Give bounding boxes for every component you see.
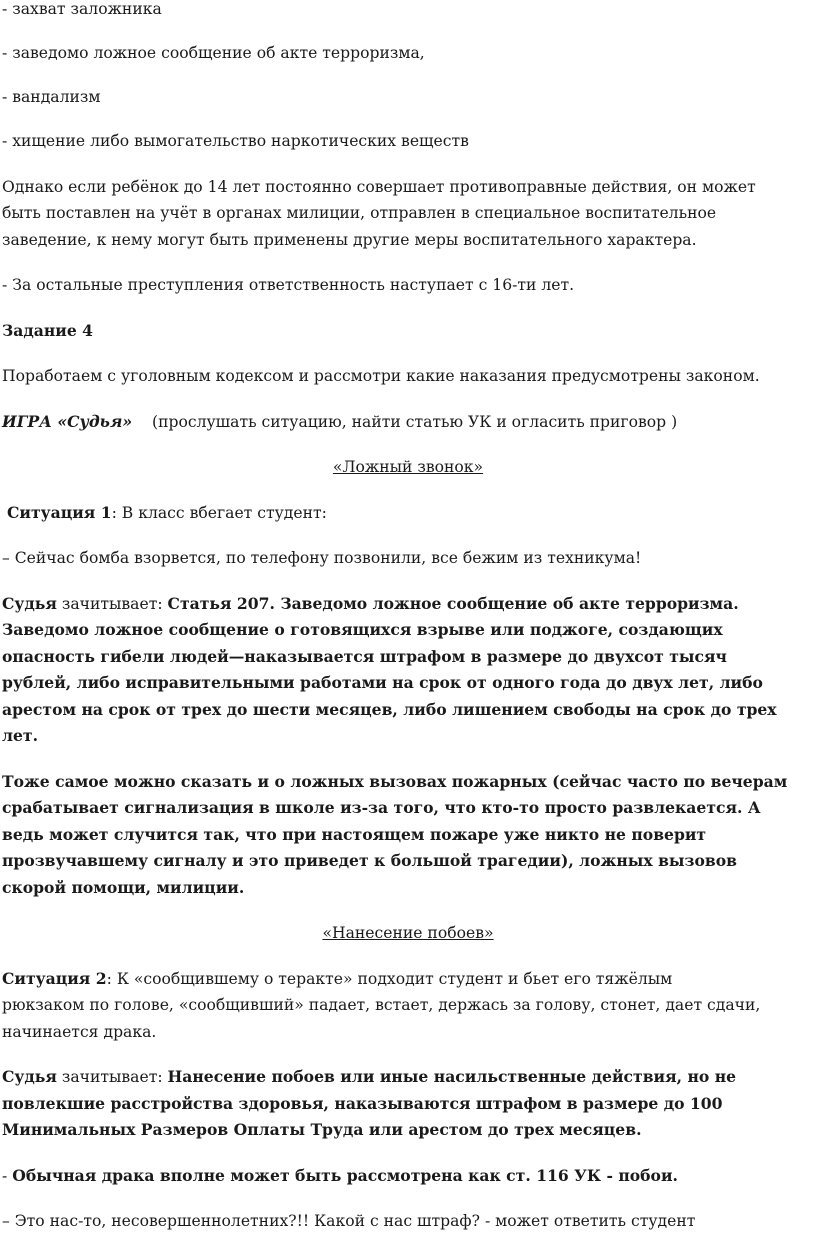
game-description: (прослушать ситуацию, найти статью УК и огласить приговор )	[152, 412, 678, 431]
judge-label: Судья	[2, 593, 57, 613]
text-line: быть поставлен на учёт в органах милиции, отправлен в специальное воспитательное	[2, 204, 717, 222]
article-line: рублей, либо исправительными работами на срок от одного года до двух лет, либо	[2, 673, 763, 692]
situation-text: : В класс вбегает студент:	[111, 503, 327, 522]
game-title: ИГРА «Судья»	[2, 411, 133, 431]
situation-text: : К «сообщившему о теракте» подходит студент и бьет его тяжёлым	[106, 969, 673, 988]
list-item: - хищение либо вымогательство наркотических веществ	[2, 132, 469, 150]
judge-verb: зачитывает:	[56, 594, 168, 613]
text-line: заведение, к нему могут быть применены другие меры воспитательного характера.	[2, 230, 697, 249]
task-heading: Задание 4	[2, 320, 94, 340]
judge-article-116	[2, 1064, 814, 1144]
judge-label: Судья	[2, 1067, 57, 1086]
article-line: опасность гибели людей—наказывается штрафом в размере до двухсот тысяч	[2, 646, 727, 666]
judge-verb: зачитывает:	[56, 1068, 168, 1086]
list-item: - захват заложника	[2, 0, 162, 18]
judge-article-207	[2, 591, 814, 750]
note-line: срабатывает сигнализация в школе из-за того, что кто-то просто развлекается. А	[2, 798, 761, 817]
note-line: прозвучавшему сигналу и это приведет к большой трагедии), ложных вызовов	[2, 851, 737, 870]
article-line: повлекшие расстройства здоровья, наказываются штрафом в размере до 100	[2, 1093, 723, 1113]
section-title-false-call: «Ложный звонок»	[332, 458, 484, 476]
situation-2	[2, 966, 814, 1046]
article-line: лет.	[2, 726, 39, 745]
false-alarm-note	[2, 769, 814, 902]
paragraph-minors-registration	[2, 174, 814, 254]
fight-text: Обычная драка вполне может быть рассмотрена как ст. 116 УК - побои.	[12, 1165, 678, 1185]
task-text: Поработаем с уголовным кодексом и рассмотри какие наказания предусмотрены законом.	[2, 367, 760, 385]
section-title-assault: «Нанесение побоев»	[322, 924, 494, 942]
student-quote: – Сейчас бомба взорвется, по телефону позвонили, все бежим из техникума!	[2, 549, 642, 567]
text-line: Однако если ребёнок до 14 лет постоянно совершает противоправные действия, он может	[2, 177, 756, 196]
fight-prefix: -	[2, 1166, 13, 1185]
game-line	[2, 409, 814, 436]
article-line: арестом на срок от трех до шести месяцев, либо лишением свободы на срок до трех	[2, 699, 777, 719]
article-line: Нанесение побоев или иные насильственные действия, но не	[167, 1067, 737, 1086]
document-page	[2, 0, 814, 1235]
note-line: ведь может случится так, что при настоящем пожаре уже никто не поверит	[2, 824, 707, 844]
article-line: Минимальных Размеров Оплаты Труда или арестом до трех месяцев.	[2, 1120, 642, 1139]
situation-text: начинается драка.	[2, 1022, 157, 1041]
note-line: Тоже самое можно сказать и о ложных вызовах пожарных (сейчас часто по вечерам	[2, 771, 788, 791]
paragraph-age-16: - За остальные преступления ответственность наступает с 16-ти лет.	[2, 276, 575, 294]
list-item: - заведомо ложное сообщение об акте терроризма,	[2, 44, 425, 62]
situation-1	[2, 500, 814, 527]
article-line: Заведомо ложное сообщение о готовящихся взрыве или поджоге, создающих	[2, 620, 723, 639]
article-line: Статья 207. Заведомо ложное сообщение об акте терроризма.	[167, 593, 739, 613]
situation-text: рюкзаком по голове, «сообщивший» падает, встает, держась за голову, стонет, дает сдачи,	[2, 996, 761, 1014]
fight-note	[2, 1163, 814, 1190]
student-reply: – Это нас-то, несовершеннолетних?!! Какой с нас штраф? - может ответить студент	[2, 1212, 696, 1230]
note-line: скорой помощи, милиции.	[2, 877, 245, 897]
list-item: - вандализм	[2, 88, 101, 106]
situation-label: Ситуация 1	[6, 502, 112, 522]
situation-label: Ситуация 2	[2, 968, 107, 988]
